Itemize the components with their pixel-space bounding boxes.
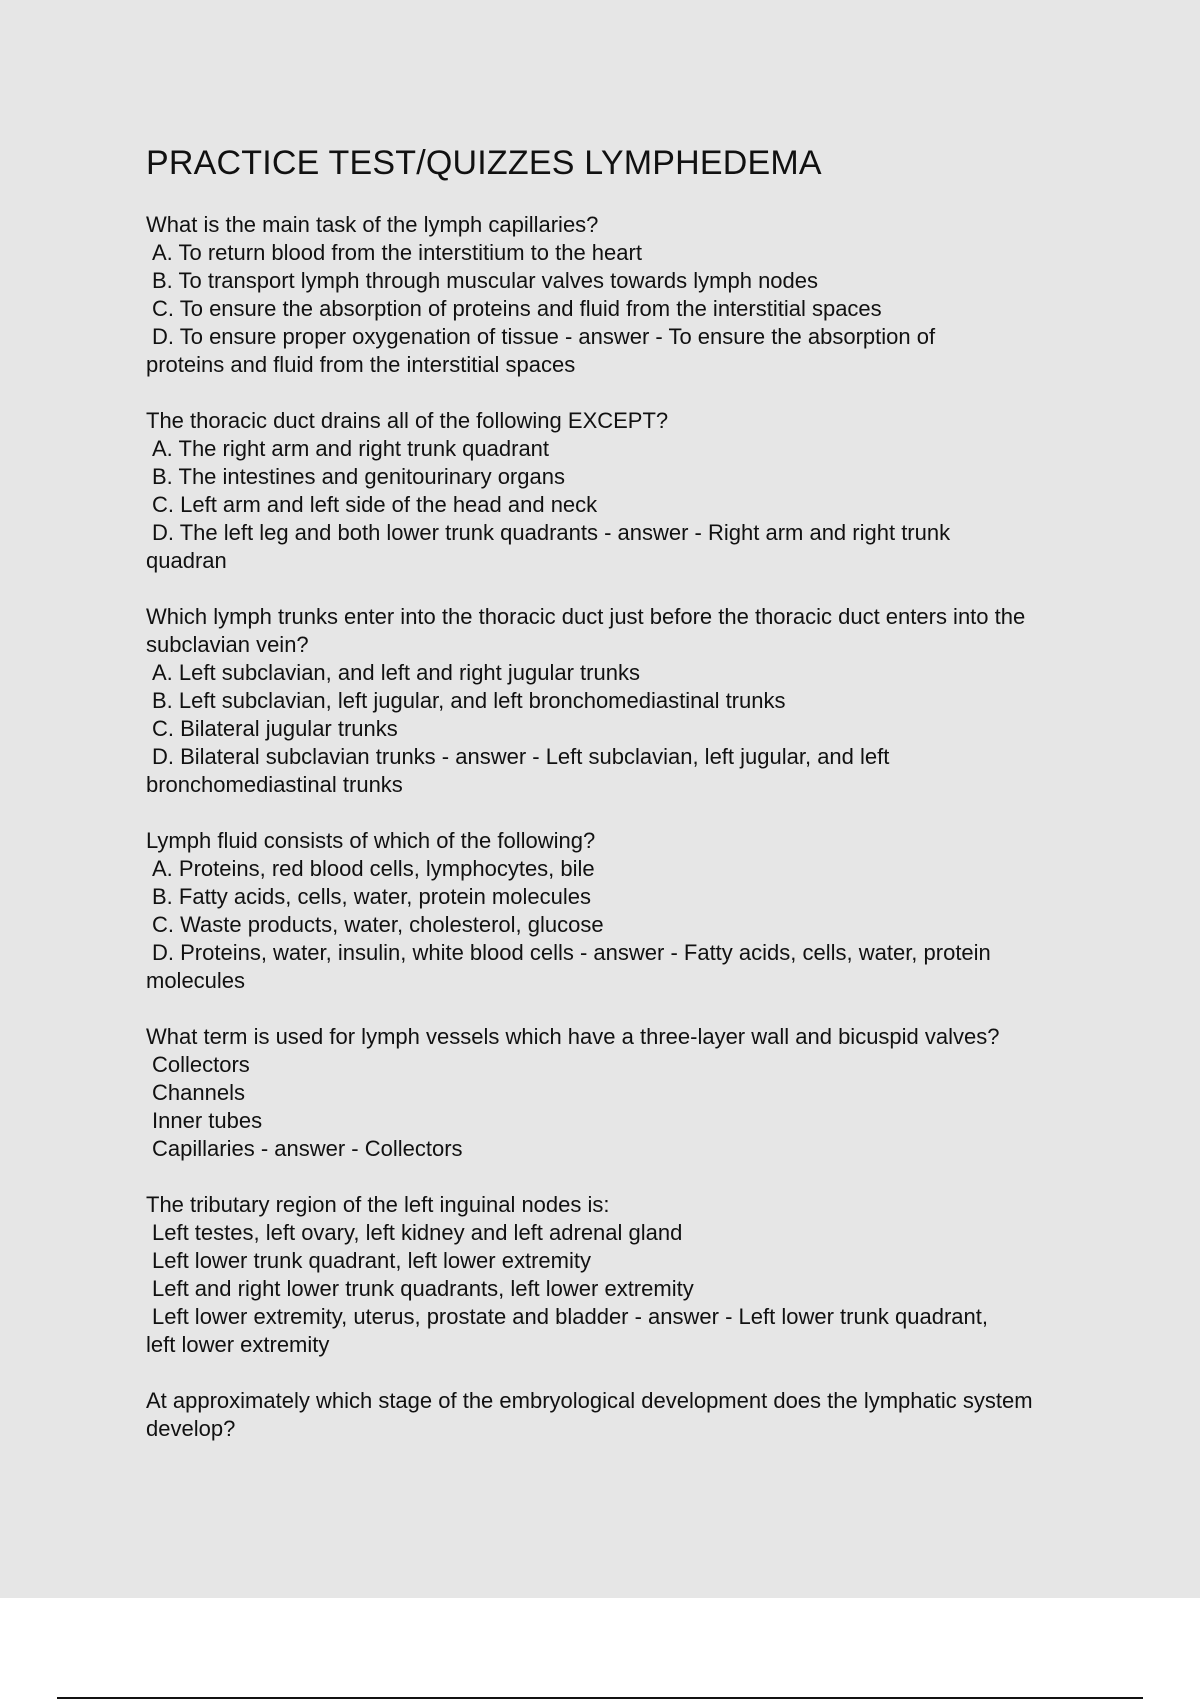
- answer-continuation: quadran: [146, 548, 227, 573]
- option-c: C. Left arm and left side of the head and neck: [152, 492, 598, 517]
- answer-continuation: molecules: [146, 968, 246, 993]
- question-block-2: [146, 407, 1086, 575]
- question-text: Lymph fluid consists of which of the following?: [146, 828, 596, 853]
- option-a: A. To return blood from the interstitium to the heart: [152, 240, 642, 265]
- option-d: D. Bilateral subclavian trunks - answer - Left subclavian, left jugular, and left: [152, 744, 890, 769]
- option-3: Left and right lower trunk quadrants, left lower extremity: [152, 1276, 694, 1301]
- option-c: C. To ensure the absorption of proteins and fluid from the interstitial spaces: [152, 296, 882, 321]
- question-text: At approximately which stage of the embryological development does the lymphatic system develop?: [146, 1388, 1033, 1441]
- answer-continuation: proteins and fluid from the interstitial spaces: [146, 352, 576, 377]
- option-2: Channels: [152, 1080, 245, 1105]
- option-1: Collectors: [152, 1052, 250, 1077]
- option-d: D. The left leg and both lower trunk quadrants - answer - Right arm and right trunk: [152, 520, 951, 545]
- answer-continuation: left lower extremity: [146, 1332, 330, 1357]
- option-a: A. The right arm and right trunk quadrant: [152, 436, 550, 461]
- question-block-1: [146, 211, 1086, 379]
- answer-continuation: bronchomediastinal trunks: [146, 772, 403, 797]
- question-text: The tributary region of the left inguinal nodes is:: [146, 1192, 610, 1217]
- option-a: A. Left subclavian, and left and right jugular trunks: [152, 660, 640, 685]
- option-c: C. Bilateral jugular trunks: [152, 716, 398, 741]
- question-block-4: [146, 827, 1086, 995]
- option-2: Left lower trunk quadrant, left lower extremity: [152, 1248, 591, 1273]
- option-b: B. The intestines and genitourinary organs: [152, 464, 565, 489]
- option-c: C. Waste products, water, cholesterol, glucose: [152, 912, 604, 937]
- question-block-7: [146, 1387, 1086, 1443]
- document-content: [146, 143, 1086, 1471]
- option-4: Capillaries - answer - Collectors: [152, 1136, 463, 1161]
- option-b: B. Fatty acids, cells, water, protein molecules: [152, 884, 591, 909]
- question-text: What is the main task of the lymph capillaries?: [146, 212, 599, 237]
- question-text: The thoracic duct drains all of the following EXCEPT?: [146, 408, 669, 433]
- question-text: What term is used for lymph vessels which have a three-layer wall and bicuspid valves?: [146, 1024, 1000, 1049]
- option-a: A. Proteins, red blood cells, lymphocytes, bile: [152, 856, 595, 881]
- option-d: D. To ensure proper oxygenation of tissue - answer - To ensure the absorption of: [152, 324, 936, 349]
- question-block-6: [146, 1191, 1086, 1359]
- question-text: Which lymph trunks enter into the thoracic duct just before the thoracic duct enters into the subclavian vein?: [146, 604, 1026, 657]
- option-1: Left testes, left ovary, left kidney and left adrenal gland: [152, 1220, 683, 1245]
- option-d: D. Proteins, water, insulin, white blood cells - answer - Fatty acids, cells, water, protein: [152, 940, 991, 965]
- option-b: B. To transport lymph through muscular valves towards lymph nodes: [152, 268, 819, 293]
- option-b: B. Left subclavian, left jugular, and left bronchomediastinal trunks: [152, 688, 786, 713]
- question-block-3: [146, 603, 1086, 799]
- footer-divider: [57, 1697, 1143, 1699]
- question-block-5: [146, 1023, 1086, 1163]
- option-3: Inner tubes: [152, 1108, 263, 1133]
- page-title: PRACTICE TEST/QUIZZES LYMPHEDEMA: [146, 144, 822, 182]
- option-4: Left lower extremity, uterus, prostate and bladder - answer - Left lower trunk quadrant,: [152, 1304, 988, 1329]
